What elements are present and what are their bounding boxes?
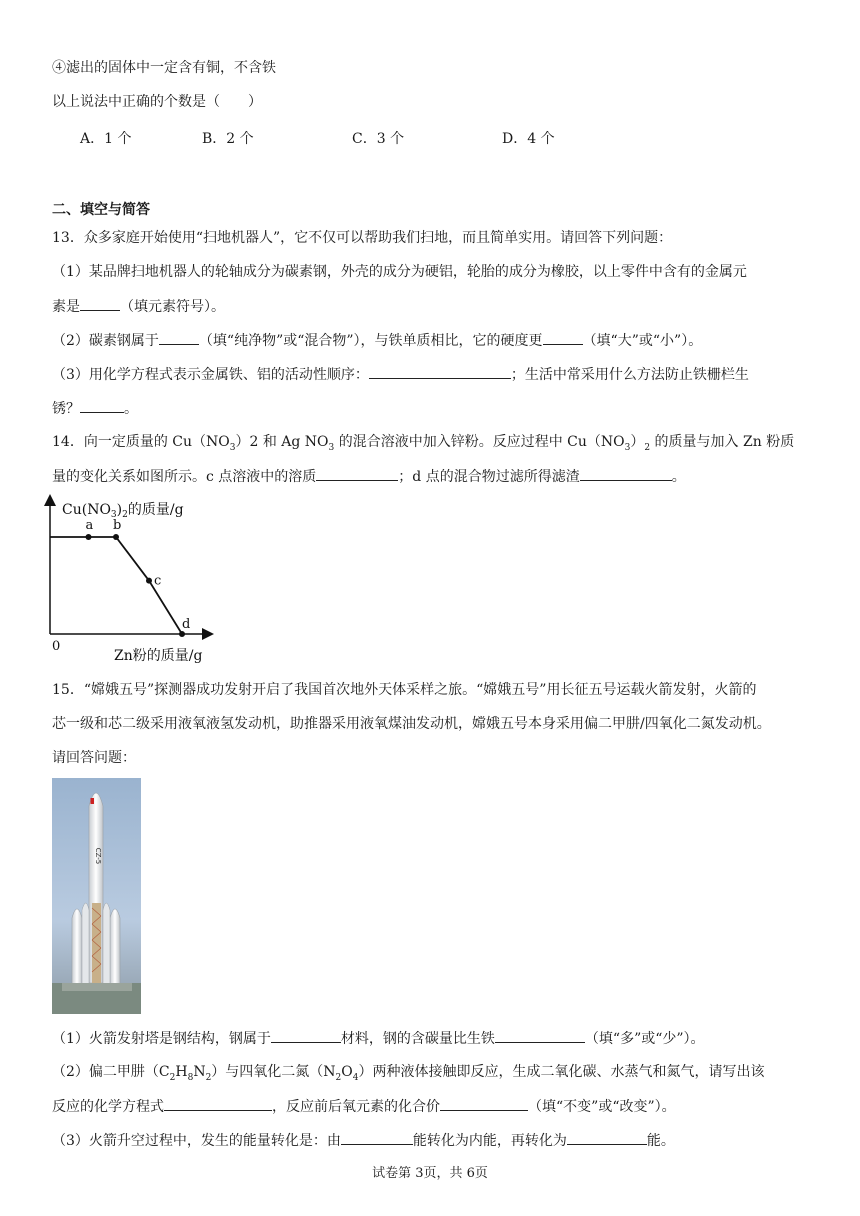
q15-text: 能。 <box>646 1133 675 1149</box>
subscript: 2 <box>335 1072 342 1083</box>
subscript: 2 <box>205 1072 212 1083</box>
answer-blank[interactable] <box>80 296 120 311</box>
option-a: A．1 个 <box>80 131 132 147</box>
q15-text: ）与四氧化二氮（N <box>211 1064 336 1080</box>
answer-blank[interactable] <box>567 1130 647 1145</box>
y-axis-label: $Cu(NO_3)_2$的质量/g <box>62 502 184 520</box>
point-a <box>86 534 92 540</box>
q15-text: （2）偏二甲肼（C <box>52 1064 170 1080</box>
q14-line1 <box>52 432 830 458</box>
q15-part3 <box>52 1130 830 1151</box>
q15-line3: 请回答问题： <box>52 750 136 766</box>
q14-text: 的质量与加入 Zn 粉质 <box>650 434 795 450</box>
q12-question: 以上说法中正确的个数是（ ） <box>52 94 262 110</box>
q15-line1: 15．“嫦娥五号”探测器成功发射开启了我国首次地外天体采样之旅。“嫦娥五号”用长征五号运载火箭发射，火箭的 <box>52 682 757 698</box>
q13-p2-text: （2）碳素钢属于 <box>52 333 159 349</box>
answer-blank[interactable] <box>316 466 398 481</box>
option-d: D．4 个 <box>502 131 555 147</box>
q15-line2: 芯一级和芯二级采用液氧液氢发动机，助推器采用液氧煤油发动机，嫦娥五号本身采用偏二甲肼/四氧化二氮发动机。 <box>52 716 771 732</box>
q15-text: H <box>175 1064 188 1080</box>
subscript: 3 <box>328 442 335 453</box>
q14-text: 14．向一定质量的 Cu（NO <box>52 434 230 450</box>
q14-text: 。 <box>671 469 686 485</box>
answer-blank[interactable] <box>164 1096 272 1111</box>
q15-text: 材料，钢的含碳量比生铁 <box>340 1031 495 1047</box>
q15-text: （3）火箭升空过程中，发生的能量转化是：由 <box>52 1133 341 1149</box>
q15-text: 反应的化学方程式 <box>52 1099 164 1115</box>
q15-text: O <box>341 1064 353 1080</box>
subscript: 8 <box>187 1072 194 1083</box>
q14-text: 量的变化关系如图所示。c 点溶液中的溶质 <box>52 469 317 485</box>
q15-text: ）两种液体接触即反应，生成二氧化碳、水蒸气和氮气，请写出该 <box>358 1064 765 1080</box>
answer-blank[interactable] <box>159 330 199 345</box>
series-line <box>50 537 182 634</box>
q13-p3-text2: ；生活中常采用什么方法防止铁栅栏生 <box>510 367 749 383</box>
answer-blank[interactable] <box>341 1130 413 1145</box>
origin-label: 0 <box>52 639 61 654</box>
q15-part2-line2 <box>52 1096 830 1117</box>
point-b <box>113 534 119 540</box>
q13-p2-text2: （填“纯净物”或“混合物”），与铁单质相比，它的硬度更 <box>198 333 543 349</box>
answer-blank[interactable] <box>271 1028 341 1043</box>
option-c: C．3 个 <box>352 131 405 147</box>
subscript: 2 <box>169 1072 176 1083</box>
q13-part1-line1: （1）某品牌扫地机器人的轮轴成分为碳素钢，外壳的成分为硬铝，轮胎的成分为橡胶，以上零件中含有的金属元 <box>52 264 747 280</box>
subscript: 4 <box>352 1072 359 1083</box>
q14-text: ；d 点的混合物过滤所得滤渣 <box>398 469 580 485</box>
q14-text: ）2 和 Ag NO <box>235 434 329 450</box>
point-label-c: c <box>154 573 162 589</box>
q15-text: （1）火箭发射塔是钢结构，钢属于 <box>52 1031 271 1047</box>
q14-line2 <box>52 466 830 487</box>
q15-text: 能转化为内能，再转化为 <box>412 1133 567 1149</box>
line-chart <box>40 492 230 667</box>
q15-text: N <box>193 1064 206 1080</box>
q15-part1 <box>52 1028 830 1049</box>
rocket-photo <box>52 778 141 1014</box>
subscript: 3 <box>229 442 236 453</box>
q13-part1-line2 <box>52 296 830 317</box>
q14-text: ） <box>630 434 645 450</box>
q13-p3-text3: 锈？ <box>52 401 80 417</box>
q15-text: ，反应前后氧元素的化合价 <box>272 1099 440 1115</box>
answer-blank[interactable] <box>580 466 672 481</box>
option-b: B．2 个 <box>202 131 254 147</box>
point-label-a: a <box>85 518 94 533</box>
q14-graph <box>40 492 230 667</box>
q13-p3-end: 。 <box>124 401 138 417</box>
answer-blank[interactable] <box>543 330 583 345</box>
q13-p1-hint: （填元素符号）。 <box>120 299 225 315</box>
x-axis-label: Zn粉的质量/g <box>114 648 203 664</box>
rocket-label: CZ-5 <box>94 847 102 865</box>
page-footer: 试卷第 3页，共 6页 <box>372 1166 488 1181</box>
section-title: 二、填空与简答 <box>52 202 150 218</box>
point-label-b: b <box>113 518 122 533</box>
point-label-d: d <box>182 617 191 632</box>
answer-blank[interactable] <box>369 364 511 379</box>
q13-p2-hint: （填“大”或“小”）。 <box>582 333 703 349</box>
q13-p1-text: 素是 <box>52 299 80 315</box>
q13-part3-line2 <box>52 398 830 419</box>
q15-text: （填“不变”或“改变”）。 <box>528 1099 676 1115</box>
q15-part2-line1 <box>52 1062 830 1088</box>
q14-text: 的混合溶液中加入锌粉。反应过程中 Cu（NO <box>334 434 625 450</box>
subscript: 3 <box>624 442 631 453</box>
answer-blank[interactable] <box>440 1096 528 1111</box>
q12-statement-4: ④滤出的固体中一定含有铜，不含铁 <box>52 60 276 76</box>
point-c <box>146 578 152 584</box>
q13-part2 <box>52 330 830 351</box>
q13-p3-text: （3）用化学方程式表示金属铁、铝的活动性顺序： <box>52 367 369 383</box>
q13-stem: 13．众多家庭开始使用“扫地机器人”，它不仅可以帮助我们扫地，而且简单实用。请回答下列问题： <box>52 230 673 246</box>
subscript: 2 <box>644 442 651 453</box>
q13-part3-line1 <box>52 364 830 385</box>
answer-blank[interactable] <box>495 1028 585 1043</box>
q15-text: （填“多”或“少”）。 <box>584 1031 705 1047</box>
answer-blank[interactable] <box>80 398 124 413</box>
